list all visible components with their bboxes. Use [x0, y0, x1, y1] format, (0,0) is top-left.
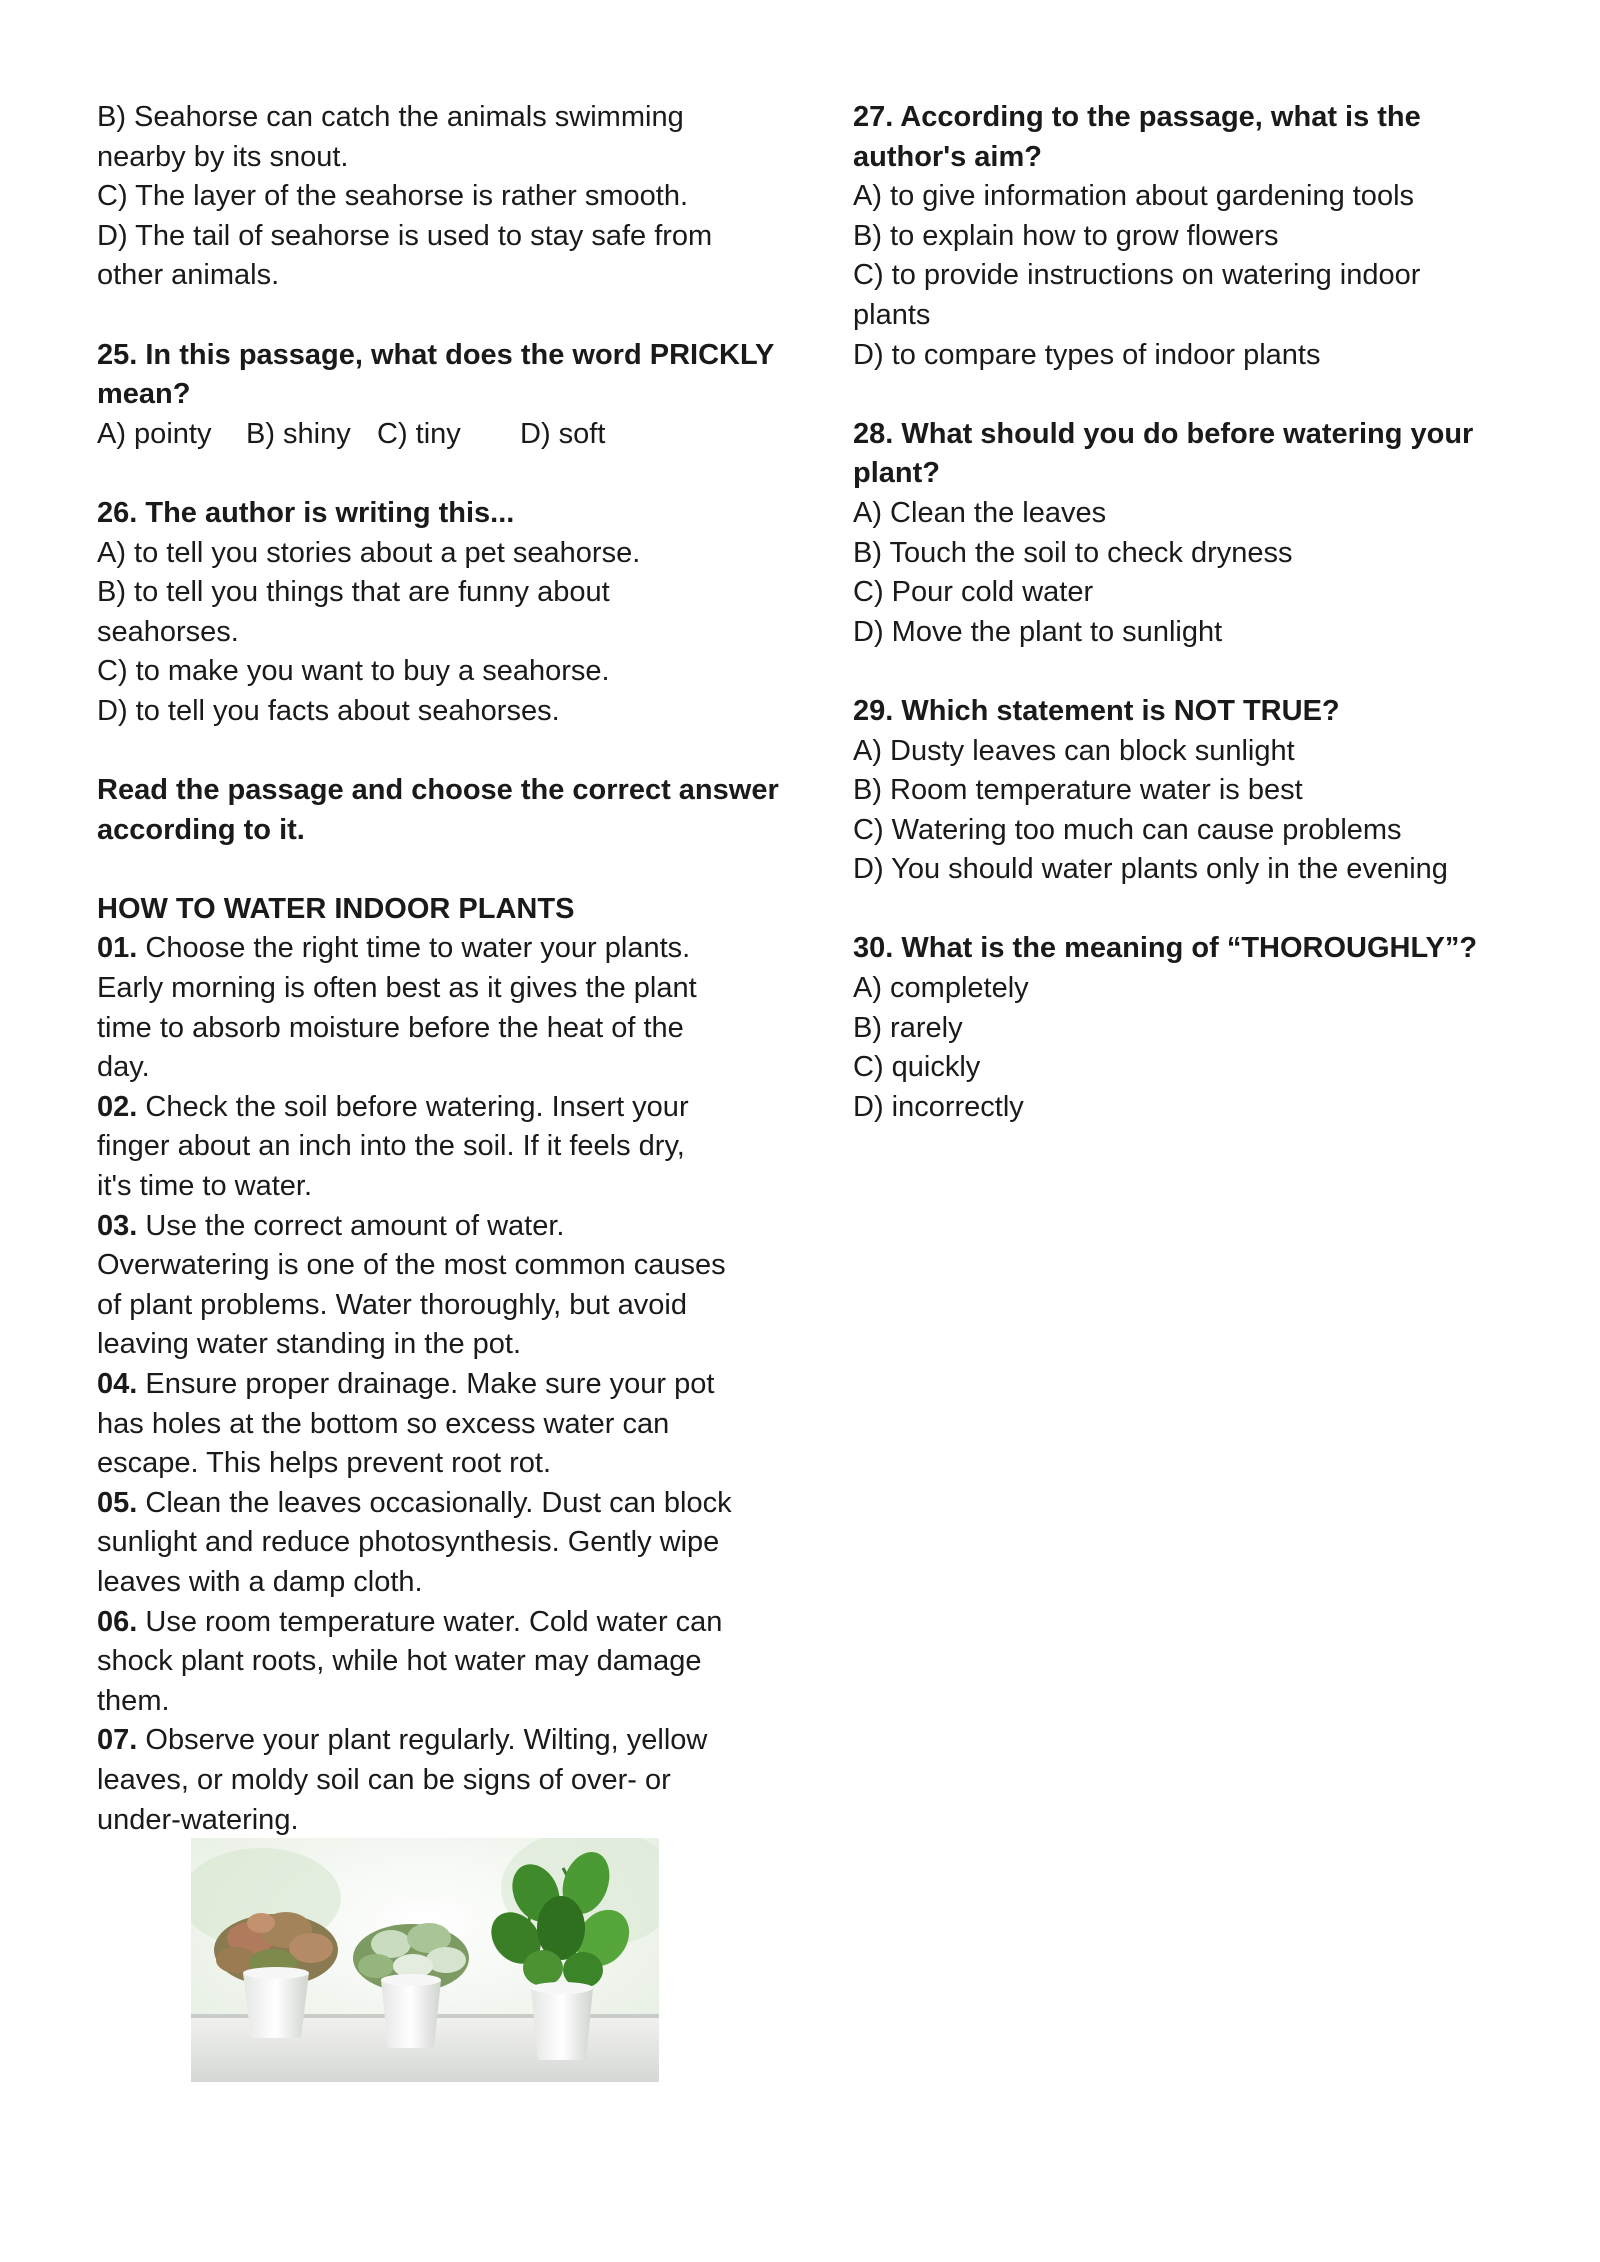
step-number: 04. [97, 1368, 138, 1400]
option-line: C) Pour cold water [853, 576, 1094, 609]
option-line: B) rarely [853, 1011, 963, 1044]
question-30 [853, 929, 1493, 1127]
question-26-stem: 26. The author is writing this... [97, 496, 515, 529]
passage-step [97, 1207, 762, 1365]
question-26 [97, 494, 762, 732]
option-line: D) incorrectly [853, 1090, 1024, 1123]
option-b: B) shiny [246, 417, 351, 450]
option-line: D) The tail of seahorse is used to stay safe from [97, 219, 713, 252]
option-line: A) Clean the leaves [853, 496, 1107, 529]
option-line: A) completely [853, 972, 1029, 1005]
option-line: B) to tell you things that are funny about [97, 576, 610, 609]
option-line: C) to provide instructions on watering indoor [853, 259, 1421, 292]
step-text: of plant problems. Water thoroughly, but avoid [97, 1288, 687, 1321]
instruction-line: Read the passage and choose the correct answer [97, 774, 779, 807]
step-text: Overwatering is one of the most common causes [97, 1249, 726, 1282]
passage-step [97, 1088, 762, 1207]
question-24-options-continued [97, 98, 762, 296]
option-line: D) Move the plant to sunlight [853, 615, 1223, 648]
question-28 [853, 415, 1493, 653]
instruction-line: according to it. [97, 813, 305, 846]
question-25-options [97, 415, 762, 455]
option-c: C) tiny [377, 417, 461, 450]
question-28-stem: plant? [853, 457, 940, 490]
right-column [853, 98, 1493, 1127]
step-number: 06. [97, 1605, 138, 1638]
option-line: plants [853, 298, 931, 331]
step-text: Clean the leaves occasionally. Dust can block [137, 1486, 732, 1519]
option-a: A) pointy [97, 417, 212, 450]
step-text: shock plant roots, while hot water may damage [97, 1645, 702, 1678]
question-27-stem: author's aim? [853, 140, 1042, 173]
question-27-stem: 27. According to the passage, what is the [853, 101, 1421, 133]
step-text: Check the soil before watering. Insert your [137, 1090, 689, 1123]
passage-title: HOW TO WATER INDOOR PLANTS [97, 892, 575, 925]
question-30-stem: 30. What is the meaning of “THOROUGHLY”? [853, 932, 1478, 965]
option-line: A) to tell you stories about a pet seahorse. [97, 536, 641, 569]
reading-instruction [97, 771, 779, 850]
option-line: B) to explain how to grow flowers [853, 219, 1279, 252]
option-line: C) Watering too much can cause problems [853, 813, 1402, 846]
question-25 [97, 336, 775, 455]
passage-step [97, 1484, 762, 1603]
step-text: Early morning is often best as it gives the plant [97, 972, 697, 1005]
step-number: 01. [97, 932, 138, 965]
step-text: finger about an inch into the soil. If it feels dry, [97, 1130, 685, 1163]
question-29 [853, 692, 1493, 890]
step-text: Observe your plant regularly. Wilting, yellow [137, 1724, 708, 1757]
option-line: D) to tell you facts about seahorses. [97, 694, 560, 727]
step-text: Choose the right time to water your plants. [137, 932, 691, 965]
step-text: it's time to water. [97, 1170, 313, 1203]
step-text: under-watering. [97, 1803, 299, 1836]
step-number: 07. [97, 1724, 138, 1757]
option-line: D) You should water plants only in the evening [853, 853, 1448, 886]
option-line: D) to compare types of indoor plants [853, 338, 1321, 371]
passage-step [97, 929, 762, 1087]
step-text: sunlight and reduce photosynthesis. Gently wipe [97, 1526, 720, 1559]
potted-plants-photo-icon [191, 1838, 659, 2082]
option-line: nearby by its snout. [97, 140, 349, 173]
question-27 [853, 98, 1493, 375]
left-column [97, 98, 779, 1840]
step-text: day. [97, 1051, 150, 1084]
step-number: 05. [97, 1486, 138, 1519]
option-line: C) quickly [853, 1051, 981, 1084]
option-line: B) Room temperature water is best [853, 774, 1303, 807]
option-d: D) soft [520, 417, 606, 450]
step-number: 02. [97, 1090, 138, 1123]
step-text: them. [97, 1684, 170, 1717]
step-text: Ensure proper drainage. Make sure your pot [137, 1368, 715, 1400]
passage-step [97, 1603, 762, 1722]
step-text: leaves with a damp cloth. [97, 1565, 423, 1598]
option-line: A) Dusty leaves can block sunlight [853, 734, 1295, 767]
step-text: Use the correct amount of water. [137, 1209, 565, 1242]
question-28-stem: 28. What should you do before watering your [853, 417, 1474, 450]
reading-passage [97, 890, 762, 1840]
option-line: seahorses. [97, 615, 239, 648]
question-25-stem: mean? [97, 378, 191, 411]
step-text: Use room temperature water. Cold water can [137, 1605, 723, 1638]
step-number: 03. [97, 1209, 138, 1242]
step-text: has holes at the bottom so excess water can [97, 1407, 670, 1440]
passage-step [97, 1721, 762, 1840]
option-line: other animals. [97, 259, 280, 292]
option-line: C) to make you want to buy a seahorse. [97, 655, 610, 688]
option-line: A) to give information about gardening tools [853, 180, 1415, 213]
option-line: C) The layer of the seahorse is rather smooth. [97, 180, 689, 213]
step-text: time to absorb moisture before the heat of the [97, 1011, 684, 1044]
passage-step [97, 1365, 762, 1484]
step-text: leaves, or moldy soil can be signs of over- or [97, 1763, 671, 1796]
option-line: B) Touch the soil to check dryness [853, 536, 1293, 569]
step-text: leaving water standing in the pot. [97, 1328, 521, 1361]
question-25-stem: 25. In this passage, what does the word PRICKLY [97, 338, 775, 371]
step-text: escape. This helps prevent root rot. [97, 1447, 552, 1480]
question-29-stem: 29. Which statement is NOT TRUE? [853, 694, 1340, 727]
option-line: B) Seahorse can catch the animals swimming [97, 101, 684, 133]
